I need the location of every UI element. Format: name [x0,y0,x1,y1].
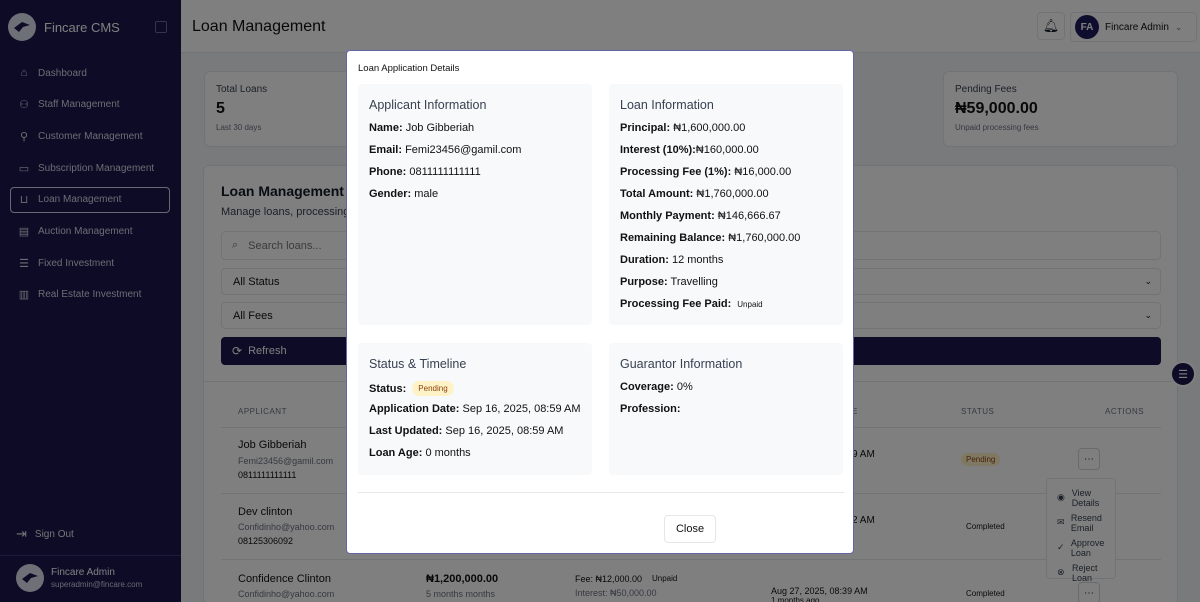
loan-principal: Principal: ₦1,600,000.00 [620,122,746,134]
modal-title: Loan Application Details [358,63,460,74]
loan-remaining: Remaining Balance: ₦1,760,000.00 [620,232,801,244]
guarantor-info-card [609,343,843,475]
loan-age: Loan Age: 0 months [369,447,471,459]
loan-details-modal [346,50,854,554]
loan-info-card [609,84,843,325]
guarantor-heading: Guarantor Information [620,357,743,371]
applicant-name: Name: Job Gibberiah [369,122,475,134]
loan-interest: Interest (10%):₦160,000.00 [620,144,759,156]
last-updated: Last Updated: Sep 16, 2025, 08:59 AM [369,425,564,437]
loan-total: Total Amount: ₦1,760,000.00 [620,188,769,200]
applicant-heading: Applicant Information [369,98,487,112]
application-date: Application Date: Sep 16, 2025, 08:59 AM [369,403,581,415]
modal-divider [358,492,844,493]
applicant-email: Email: Femi23456@gamil.com [369,144,522,156]
status-timeline-card [358,343,592,475]
loan-fee-paid: Processing Fee Paid: Unpaid [620,298,763,310]
loan-processing-fee: Processing Fee (1%): ₦16,000.00 [620,166,792,178]
fee-paid-badge: Unpaid [737,300,763,309]
status-heading: Status & Timeline [369,357,467,371]
guarantor-coverage: Coverage: 0% [620,381,693,393]
status-badge: Pending [412,381,453,396]
applicant-phone: Phone: 0811111111111 [369,166,481,178]
applicant-info-card [358,84,592,325]
applicant-gender: Gender: male [369,188,439,200]
guarantor-profession: Profession: [620,403,681,415]
close-button[interactable]: Close [664,515,716,543]
loan-status: Status: Pending [369,381,581,403]
loan-monthly: Monthly Payment: ₦146,666.67 [620,210,781,222]
loan-heading: Loan Information [620,98,714,112]
loan-duration: Duration: 12 months [620,254,724,266]
loan-purpose: Purpose: Travelling [620,276,718,288]
